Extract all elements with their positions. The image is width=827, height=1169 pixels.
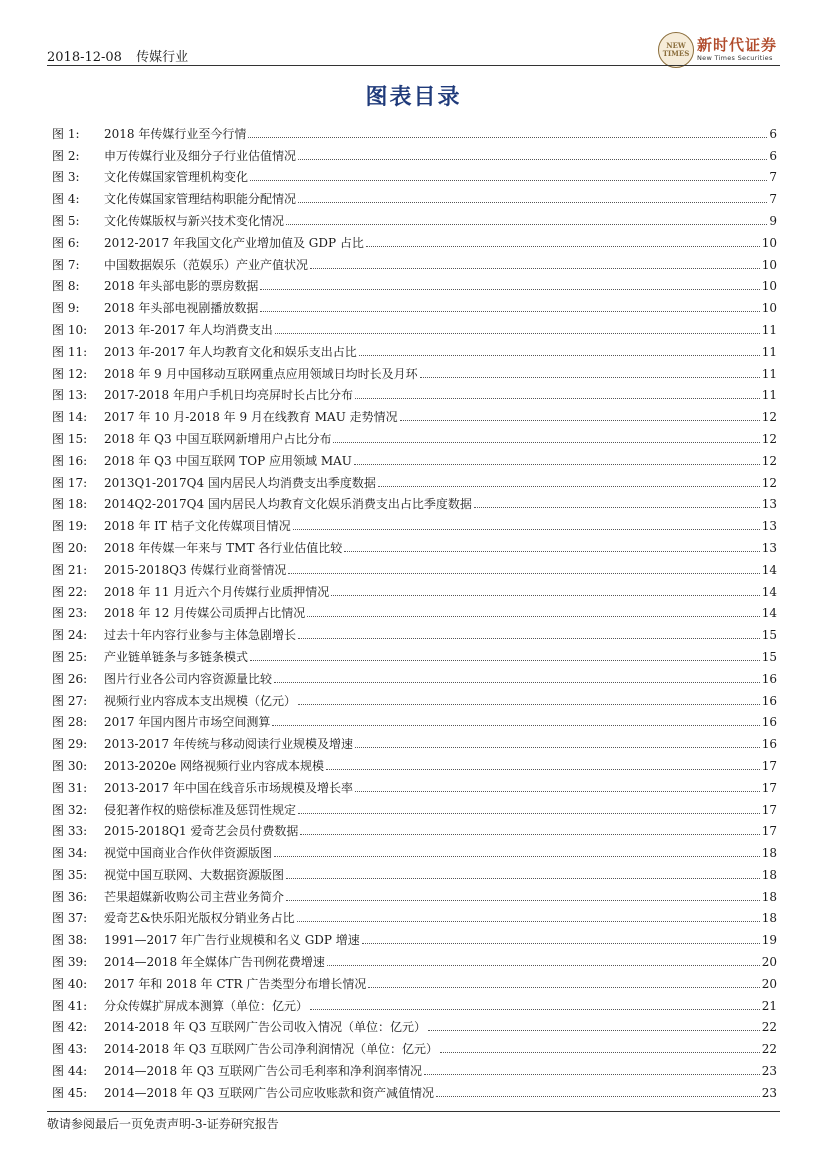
toc-entry-page: 10: [761, 257, 777, 272]
toc-dot-leader: [310, 267, 760, 269]
toc-entry[interactable]: [52, 882, 777, 904]
logo-subtitle: New Times Securities: [697, 54, 773, 62]
toc-entry-page: 12: [761, 410, 777, 425]
toc-entry-title: 2014-2018 年 Q3 互联网广告公司收入情况（单位：亿元）: [104, 1020, 427, 1035]
toc-entry[interactable]: [52, 511, 777, 533]
toc-entry-number: 图 8:: [52, 279, 80, 294]
toc-entry-title: 2014—2018 年 Q3 互联网广告公司毛利率和净利润率情况: [104, 1064, 422, 1079]
toc-entry-number: 图 43:: [52, 1042, 88, 1057]
toc-entry[interactable]: [52, 751, 777, 773]
toc-entry-number: 图 39:: [52, 955, 88, 970]
toc-entry-page: 20: [761, 955, 777, 970]
toc-entry-number: 图 28:: [52, 715, 88, 730]
toc-dot-leader: [327, 964, 760, 966]
toc-entry-number: 图 30:: [52, 758, 88, 773]
toc-entry-page: 10: [761, 235, 777, 250]
toc-entry[interactable]: [52, 773, 777, 795]
logo-emblem-icon: [658, 32, 694, 68]
toc-entry-number: 图 4:: [52, 192, 80, 207]
toc-entry-title: 2014Q2-2017Q4 国内居民人均教育文化娱乐消费支出占比季度数据: [104, 497, 472, 512]
toc-entry-page: 13: [761, 540, 777, 555]
toc-entry-page: 15: [761, 628, 777, 643]
toc-dot-leader: [272, 724, 759, 726]
toc-entry[interactable]: [52, 402, 777, 424]
toc-entry[interactable]: [52, 381, 777, 403]
toc-dot-leader: [298, 637, 760, 639]
toc-entry-page: 18: [761, 889, 777, 904]
toc-entry-page: 12: [761, 431, 777, 446]
toc-entry-title: 2018 年头部电视剧播放数据: [104, 301, 259, 316]
toc-entry-number: 图 10:: [52, 322, 88, 337]
toc-dot-leader: [298, 703, 760, 705]
toc-entry[interactable]: [52, 860, 777, 882]
toc-entry-number: 图 19:: [52, 519, 88, 534]
toc-dot-leader: [440, 1051, 760, 1053]
toc-entry-number: 图 20:: [52, 540, 88, 555]
toc-dot-leader: [250, 659, 760, 661]
toc-entry-page: 23: [761, 1085, 777, 1100]
toc-entry-page: 18: [761, 867, 777, 882]
page-title: 图表目录: [365, 84, 462, 110]
toc-entry-title: 2018 年传媒行业至今行情: [104, 126, 247, 141]
toc-entry-number: 图 2:: [52, 148, 80, 163]
toc-dot-leader: [400, 419, 760, 421]
toc-entry-number: 图 18:: [52, 497, 88, 512]
toc-dot-leader: [428, 1029, 760, 1031]
toc-dot-leader: [260, 310, 759, 312]
toc-entry[interactable]: [52, 729, 777, 751]
toc-entry-title: 2012-2017 年我国文化产业增加值及 GDP 占比: [104, 235, 364, 250]
toc-entry-title: 2014—2018 年全媒体广告刊例花费增速: [104, 955, 325, 970]
toc-dot-leader: [355, 397, 760, 399]
toc-entry-title: 2017 年和 2018 年 CTR 广告类型分布增长情况: [104, 976, 367, 991]
toc-entry[interactable]: [52, 206, 777, 228]
toc-entry-number: 图 7:: [52, 257, 80, 272]
toc-entry[interactable]: [52, 141, 777, 163]
figure-list: [52, 119, 777, 1100]
toc-entry-number: 图 22:: [52, 584, 88, 599]
toc-entry[interactable]: [52, 577, 777, 599]
toc-entry[interactable]: [52, 424, 777, 446]
toc-entry[interactable]: [52, 642, 777, 664]
toc-entry-number: 图 16:: [52, 453, 88, 468]
toc-entry[interactable]: [52, 795, 777, 817]
toc-entry-number: 图 21:: [52, 562, 88, 577]
toc-entry[interactable]: [52, 250, 777, 272]
toc-entry-page: 19: [761, 933, 777, 948]
toc-entry-page: 7: [769, 170, 777, 185]
toc-entry-number: 图 33:: [52, 824, 88, 839]
toc-entry-number: 图 9:: [52, 301, 80, 316]
toc-entry-number: 图 5:: [52, 213, 80, 228]
toc-entry[interactable]: [52, 446, 777, 468]
toc-entry[interactable]: [52, 1078, 777, 1100]
toc-entry-number: 图 41:: [52, 998, 88, 1013]
page-footer: 敬请参阅最后一页免责声明-3-证券研究报告: [47, 1117, 279, 1131]
toc-entry-title: 2018 年 11 月近六个月传媒行业质押情况: [104, 584, 330, 599]
toc-entry-number: 图 45:: [52, 1085, 88, 1100]
toc-entry-page: 11: [761, 388, 777, 403]
toc-dot-leader: [298, 201, 767, 203]
toc-entry[interactable]: [52, 708, 777, 730]
toc-dot-leader: [286, 899, 760, 901]
toc-entry-page: 6: [769, 126, 777, 141]
toc-entry-page: 13: [761, 519, 777, 534]
page-header: [47, 46, 198, 65]
toc-entry-number: 图 11:: [52, 344, 88, 359]
toc-dot-leader: [355, 746, 760, 748]
toc-entry-page: 14: [761, 562, 777, 577]
footer-divider: [47, 1111, 780, 1112]
toc-entry-title: 2013-2017 年中国在线音乐市场规模及增长率: [104, 780, 353, 795]
toc-entry-number: 图 40:: [52, 976, 88, 991]
toc-entry-number: 图 37:: [52, 911, 88, 926]
toc-entry-page: 18: [761, 846, 777, 861]
toc-entry[interactable]: [52, 359, 777, 381]
toc-dot-leader: [250, 179, 767, 181]
toc-entry-title: 文化传媒版权与新兴技术变化情况: [104, 213, 285, 228]
toc-entry-page: 7: [769, 192, 777, 207]
toc-entry-page: 16: [761, 737, 777, 752]
toc-dot-leader: [288, 572, 759, 574]
toc-entry-number: 图 15:: [52, 431, 88, 446]
toc-entry-page: 14: [761, 584, 777, 599]
toc-entry-page: 17: [761, 780, 777, 795]
toc-dot-leader: [286, 877, 760, 879]
toc-entry-number: 图 29:: [52, 737, 88, 752]
toc-entry-title: 2017-2018 年用户手机日均亮屏时长占比分布: [104, 388, 353, 403]
toc-entry-page: 17: [761, 802, 777, 817]
toc-entry-page: 9: [769, 213, 777, 228]
toc-entry-title: 2013-2017 年传统与移动阅读行业规模及增速: [104, 737, 353, 752]
toc-entry-number: 图 23:: [52, 606, 88, 621]
toc-entry-page: 14: [761, 606, 777, 621]
company-logo: [658, 32, 783, 68]
toc-entry-title: 过去十年内容行业参与主体急剧增长: [104, 628, 297, 643]
toc-entry[interactable]: [52, 337, 777, 359]
toc-entry-page: 15: [761, 649, 777, 664]
toc-entry[interactable]: [52, 533, 777, 555]
toc-entry-title: 文化传媒国家管理结构职能分配情况: [104, 192, 297, 207]
toc-entry-page: 10: [761, 301, 777, 316]
toc-dot-leader: [362, 942, 760, 944]
toc-entry-page: 18: [761, 911, 777, 926]
toc-entry-title: 视觉中国商业合作伙伴资源版图: [104, 846, 273, 861]
toc-dot-leader: [344, 550, 759, 552]
toc-entry-number: 图 44:: [52, 1064, 88, 1079]
toc-dot-leader: [331, 594, 759, 596]
toc-entry-title: 2018 年 9 月中国移动互联网重点应用领域日均时长及月环: [104, 366, 418, 381]
toc-dot-leader: [274, 681, 760, 683]
toc-entry-number: 图 13:: [52, 388, 88, 403]
toc-dot-leader: [293, 528, 760, 530]
toc-entry-title: 1991—2017 年广告行业规模和名义 GDP 增速: [104, 933, 360, 948]
toc-dot-leader: [275, 332, 760, 334]
toc-entry[interactable]: [52, 1056, 777, 1078]
toc-entry-title: 2013 年-2017 年人均消费支出: [104, 322, 273, 337]
toc-dot-leader: [260, 288, 759, 290]
toc-entry-page: 11: [761, 344, 777, 359]
toc-entry-title: 分众传媒扩屏成本测算（单位：亿元）: [104, 998, 309, 1013]
toc-entry[interactable]: [52, 163, 777, 185]
toc-entry-number: 图 17:: [52, 475, 88, 490]
toc-dot-leader: [436, 1095, 760, 1097]
toc-entry[interactable]: [52, 817, 777, 839]
toc-entry-page: 21: [761, 998, 777, 1013]
toc-entry-title: 侵犯著作权的赔偿标准及惩罚性规定: [104, 802, 297, 817]
toc-entry[interactable]: [52, 490, 777, 512]
toc-entry-number: 图 12:: [52, 366, 88, 381]
toc-entry[interactable]: [52, 599, 777, 621]
toc-dot-leader: [297, 920, 760, 922]
toc-entry-title: 2013-2020e 网络视频行业内容成本规模: [104, 758, 325, 773]
toc-entry-page: 16: [761, 693, 777, 708]
toc-entry-title: 产业链单链条与多链条模式: [104, 649, 249, 664]
toc-entry-number: 图 38:: [52, 933, 88, 948]
toc-entry-title: 2015-2018Q3 传媒行业商誉情况: [104, 562, 287, 577]
toc-entry-title: 文化传媒国家管理机构变化: [104, 170, 249, 185]
logo-name: 新时代证券: [697, 36, 778, 54]
toc-entry[interactable]: [52, 293, 777, 315]
toc-entry-number: 图 42:: [52, 1020, 88, 1035]
toc-dot-leader: [420, 376, 760, 378]
toc-entry-title: 爱奇艺&快乐阳光版权分销业务占比: [104, 911, 295, 926]
toc-entry-title: 2013 年-2017 年人均教育文化和娱乐支出占比: [104, 344, 357, 359]
toc-entry[interactable]: [52, 1034, 777, 1056]
toc-dot-leader: [300, 833, 759, 835]
toc-dot-leader: [378, 485, 760, 487]
toc-entry-title: 申万传媒行业及细分子行业估值情况: [104, 148, 297, 163]
toc-entry-title: 2018 年头部电影的票房数据: [104, 279, 259, 294]
toc-dot-leader: [354, 463, 760, 465]
toc-entry-number: 图 31:: [52, 780, 88, 795]
toc-entry-page: 11: [761, 366, 777, 381]
toc-entry-number: 图 35:: [52, 867, 88, 882]
toc-entry[interactable]: [52, 315, 777, 337]
toc-entry[interactable]: [52, 1013, 777, 1035]
toc-entry-title: 2018 年 Q3 中国互联网新增用户占比分布: [104, 431, 332, 446]
toc-dot-leader: [355, 790, 760, 792]
toc-dot-leader: [298, 158, 767, 160]
toc-entry-page: 12: [761, 453, 777, 468]
toc-entry[interactable]: [52, 620, 777, 642]
toc-entry-page: 23: [761, 1064, 777, 1079]
toc-entry-number: 图 27:: [52, 693, 88, 708]
toc-entry[interactable]: [52, 686, 777, 708]
toc-entry-page: 12: [761, 475, 777, 490]
toc-entry-number: 图 14:: [52, 410, 88, 425]
toc-dot-leader: [326, 768, 760, 770]
header-divider: [47, 65, 780, 66]
toc-entry[interactable]: [52, 838, 777, 860]
toc-entry-page: 22: [761, 1042, 777, 1057]
toc-dot-leader: [298, 812, 760, 814]
toc-dot-leader: [359, 354, 760, 356]
toc-entry[interactable]: [52, 228, 777, 250]
toc-entry-title: 2014—2018 年 Q3 互联网广告公司应收账款和资产减值情况: [104, 1085, 434, 1100]
toc-entry-title: 2014-2018 年 Q3 互联网广告公司净利润情况（单位：亿元）: [104, 1042, 439, 1057]
toc-entry-title: 视频行业内容成本支出规模（亿元）: [104, 693, 297, 708]
toc-entry-page: 13: [761, 497, 777, 512]
toc-dot-leader: [424, 1073, 760, 1075]
toc-entry-title: 2018 年 IT 桔子文化传媒项目情况: [104, 519, 291, 534]
toc-dot-leader: [307, 615, 759, 617]
toc-entry-title: 视觉中国互联网、大数据资源版图: [104, 867, 285, 882]
toc-entry[interactable]: [52, 184, 777, 206]
toc-dot-leader: [333, 441, 759, 443]
toc-entry-page: 22: [761, 1020, 777, 1035]
toc-entry-number: 图 3:: [52, 170, 80, 185]
toc-entry[interactable]: [52, 664, 777, 686]
toc-entry[interactable]: [52, 991, 777, 1013]
toc-entry-page: 16: [761, 715, 777, 730]
toc-entry[interactable]: [52, 468, 777, 490]
toc-entry-page: 17: [761, 824, 777, 839]
toc-entry-number: 图 26:: [52, 671, 88, 686]
toc-entry-title: 2017 年国内图片市场空间测算: [104, 715, 271, 730]
toc-entry-page: 10: [761, 279, 777, 294]
toc-entry-page: 20: [761, 976, 777, 991]
toc-entry[interactable]: [52, 925, 777, 947]
toc-entry-number: 图 36:: [52, 889, 88, 904]
toc-entry-title: 芒果超媒新收购公司主营业务简介: [104, 889, 285, 904]
toc-entry[interactable]: [52, 272, 777, 294]
toc-entry-title: 2018 年传媒一年来与 TMT 各行业估值比较: [104, 540, 343, 555]
toc-dot-leader: [474, 506, 760, 508]
toc-entry-number: 图 34:: [52, 846, 88, 861]
toc-entry-page: 17: [761, 758, 777, 773]
toc-entry-title: 2017 年 10 月-2018 年 9 月在线教育 MAU 走势情况: [104, 410, 398, 425]
toc-dot-leader: [310, 1008, 760, 1010]
toc-entry-page: 6: [769, 148, 777, 163]
header-date: 2018-12-08: [47, 50, 122, 65]
header-industry: 传媒行业: [136, 50, 189, 65]
toc-entry-title: 2018 年 Q3 中国互联网 TOP 应用领域 MAU: [104, 453, 352, 468]
toc-dot-leader: [368, 986, 759, 988]
toc-entry-page: 16: [761, 671, 777, 686]
toc-entry[interactable]: [52, 555, 777, 577]
toc-dot-leader: [248, 136, 767, 138]
toc-entry-title: 2015-2018Q1 爱奇艺会员付费数据: [104, 824, 299, 839]
toc-entry-number: 图 32:: [52, 802, 88, 817]
toc-entry-page: 11: [761, 322, 777, 337]
toc-entry[interactable]: [52, 947, 777, 969]
toc-entry-number: 图 25:: [52, 649, 88, 664]
toc-entry[interactable]: [52, 969, 777, 991]
toc-entry-number: 图 6:: [52, 235, 80, 250]
toc-entry-number: 图 1:: [52, 126, 80, 141]
toc-entry-title: 2018 年 12 月传媒公司质押占比情况: [104, 606, 306, 621]
toc-dot-leader: [366, 245, 760, 247]
toc-entry-title: 图片行业各公司内容资源量比较: [104, 671, 273, 686]
toc-entry[interactable]: [52, 119, 777, 141]
toc-entry-title: 2013Q1-2017Q4 国内居民人均消费支出季度数据: [104, 475, 376, 490]
toc-dot-leader: [286, 223, 767, 225]
toc-entry[interactable]: [52, 904, 777, 926]
logo-emblem-text: NEW TIMES: [662, 41, 690, 58]
toc-entry-title: 中国数据娱乐（范娱乐）产业产值状况: [104, 257, 309, 272]
toc-entry-number: 图 24:: [52, 628, 88, 643]
toc-dot-leader: [274, 855, 760, 857]
